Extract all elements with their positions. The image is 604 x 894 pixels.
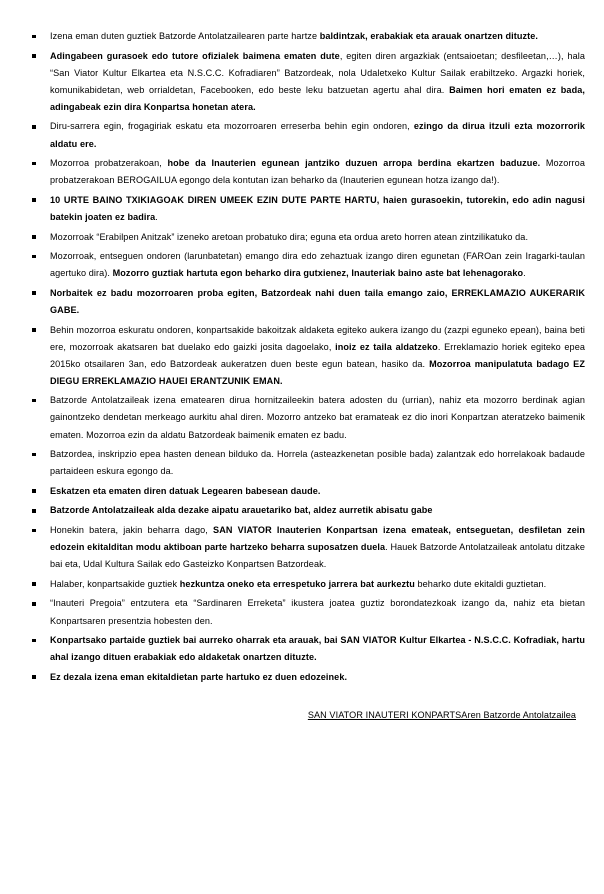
rule-item <box>19 632 585 666</box>
bullet-square-icon <box>32 255 36 259</box>
text-run-bold: Adingabeen gurasoek edo tutore ofizialek baimena ematen dute <box>50 50 340 61</box>
text-run: beharko dute ekitaldi guztietan. <box>414 578 547 589</box>
bullet-square-icon <box>32 582 36 586</box>
text-run: Batzordea, inskripzio epea hasten denean bilduko da. Horrela (asteazkenetan posible bada) zalantzak edo horrelakoak badaude partaideen eskura egongo da. <box>50 449 585 477</box>
rule-item-text <box>50 522 585 573</box>
bullet-square-icon <box>32 162 36 166</box>
text-run-bold: baldintzak, erabakiak eta arauak onartzen dituzte. <box>319 31 539 41</box>
text-run: . <box>523 268 526 279</box>
rule-item-text <box>50 285 585 319</box>
bullet-square-icon <box>32 125 36 129</box>
rule-item <box>19 595 585 629</box>
rule-item-text <box>50 669 585 686</box>
rule-item <box>19 118 585 152</box>
rule-item <box>19 446 585 480</box>
rule-item-text <box>50 595 585 629</box>
text-run-bold: ezingo da dirua itzuli ezta mozorrorik aldatu ere. <box>50 121 585 149</box>
rule-item <box>19 483 585 500</box>
rule-item-text <box>50 576 585 593</box>
rule-item-text <box>50 48 585 116</box>
bullet-square-icon <box>32 291 36 295</box>
rule-item-text <box>50 322 585 390</box>
text-run-bold: Norbaitek ez badu mozorroaren proba egiten, Batzordeak nahi duen taila emango zaio, ERREKLAMAZIO AUKERARIK GABE. <box>50 287 585 315</box>
text-run: Halaber, konpartsakide guztiek <box>50 578 180 589</box>
rule-item-text <box>50 248 585 282</box>
rule-item-text <box>50 155 585 189</box>
text-run: Honekin batera, jakin beharra dago, <box>50 525 214 536</box>
rule-item <box>19 229 585 246</box>
rules-list <box>19 28 585 686</box>
text-run: Izena eman duten guztiek Batzorde Antolatzailearen parte hartze <box>50 31 320 41</box>
bullet-square-icon <box>32 509 36 513</box>
bullet-square-icon <box>32 489 36 493</box>
text-run-bold: 10 URTE BAINO TXIKIAGOAK DIREN UMEEK EZIN DUTE PARTE HARTU, haien gurasoekin, tutorekin, edo adin nagusi batekin joaten ez badira <box>50 194 585 222</box>
text-run: “Inauteri Pregoia” entzutera eta “Sardinaren Erreketa” ikustera joatea guztiz borondatezkoak izango da, nahiz eta bietan Konpartsaren presentzia hobesten den. <box>50 598 585 626</box>
signature-block <box>19 708 585 723</box>
rule-item <box>19 192 585 226</box>
text-run: . Erreklamazio horiek egiteko epea 2015ko otsailaren 3an, edo Batzordeak aukeratzen duen beste egun batean, hasiko da. <box>50 341 586 369</box>
rule-item <box>19 392 585 443</box>
rule-item <box>19 669 585 686</box>
rule-item <box>19 322 585 390</box>
text-run: Mozorroak “Erabilpen Anitzak” izeneko aretoan probatuko dira; eguna eta ordua areto horren atean zintzilikatuko da. <box>50 231 529 242</box>
text-run-bold: Ez dezala izena eman ekitaldietan parte hartuko ez duen edozeinek. <box>50 671 348 682</box>
text-run-bold: Mozorro guztiak hartuta egon beharko dira gutxienez, Inauteriak baino aste bat lehenagorako <box>112 268 524 279</box>
rule-item <box>19 155 585 189</box>
bullet-square-icon <box>32 328 36 332</box>
text-run-bold: SAN VIATOR Inauterien Konpartsan izena emateak, entseguetan, desfiletan zein edozein ekitalditan modu aktiboan parte hartzeko beharra suposatzen duela <box>50 525 585 553</box>
rule-item-text <box>50 446 585 480</box>
text-run: Mozorroa probatzerakoan BEROGAILUA egongo dela kontutan izan beharko da (Inauterien egunean hotza izango da!). <box>50 158 585 186</box>
text-run: Mozorroak, entseguen ondoren (larunbatetan) emango dira edo zehaztuak izango diren egunetan (FAROan zein Iragarki-taulan agertuko dira). <box>50 251 585 279</box>
text-run: . Hauek Batzorde Antolatzaileak antolatu ditzake bai eta, Udal Kultura Sailak edo Gasteizko Konpartsen Batzordeak. <box>50 542 585 570</box>
rule-item <box>19 28 585 45</box>
rule-item <box>19 522 585 573</box>
rule-item-text <box>50 632 585 666</box>
text-run-bold: Baimen hori ematen ez bada, adingabeak ezin dira Konpartsa honetan atera. <box>50 84 585 112</box>
rule-item-text <box>50 392 585 443</box>
text-run-bold: Eskatzen eta ematen diren datuak Legearen babesean daude. <box>50 485 321 496</box>
signature-text: SAN VIATOR INAUTERI KONPARTSAren Batzorde Antolatzailea <box>307 709 576 720</box>
text-run-bold: Mozorroa manipulatuta badago EZ DIEGU ERREKLAMAZIO HAUEI ERANTZUNIK EMAN. <box>50 358 585 386</box>
rule-item-text <box>50 192 585 226</box>
text-run: Diru-sarrera egin, frogagiriak eskatu eta mozorroaren erreserba behin egin ondoren, <box>50 121 414 132</box>
bullet-square-icon <box>32 529 36 533</box>
text-run: Behin mozorroa eskuratu ondoren, konpartsakide bakoitzak aldaketa egiteko aukera izango du (zazpi eguneko epean), baina beti ere, mozorroak akatsaren bat duelako edo gaizki josita dagoelako, <box>50 324 585 352</box>
rule-item <box>19 285 585 319</box>
bullet-square-icon <box>32 639 36 643</box>
bullet-square-icon <box>32 198 36 202</box>
rule-item <box>19 48 585 116</box>
rule-item <box>19 576 585 593</box>
bullet-square-icon <box>32 54 36 58</box>
rule-item <box>19 248 585 282</box>
text-run: , egiten diren argazkiak (entsaioetan; desfileetan,…), hala “San Viator Kultur Elkartea eta N.S.C.C. Kofradiaren” Batzordeak, nola Udaletxeko Kultur Sailak erabiltzeko. Argazki horiek, komunikabidetan, web orrialdetan, Facebooken, edo beste leku batzuetan agertu ahal dira. <box>50 50 585 95</box>
rule-item <box>19 502 585 519</box>
rule-item-text <box>50 229 585 246</box>
rule-item-text <box>50 118 585 152</box>
rule-item-text <box>50 483 585 500</box>
rule-item-text <box>50 502 585 519</box>
bullet-square-icon <box>32 235 36 239</box>
bullet-square-icon <box>32 453 36 457</box>
text-run-bold: hobe da Inauterien egunean jantziko duzuen arropa berdina ekartzen baduzue. <box>167 158 541 169</box>
bullet-square-icon <box>32 399 36 403</box>
text-run: Batzorde Antolatzaileak izena ematearen dirua hornitzaileekin batera adosten du (urrian), nahiz eta mozorro berdinak agian gainontzeko dendetan merkeago aurkitu ahal diren. Mozorro antzeko bat eramateak ez dio inori Konpartzan ateratzeko baimenik ematen. Mozorroa ezin da aldatu Batzordeak baimenik ematen ez badu. <box>50 395 585 440</box>
bullet-square-icon <box>32 602 36 606</box>
text-run: . <box>155 211 158 222</box>
text-run-bold: Batzorde Antolatzaileak alda dezake aipatu arauetariko bat, aldez aurretik abisatu gabe <box>50 505 433 516</box>
rule-item-text <box>50 28 585 45</box>
text-run: Mozorroa probatzerakoan, <box>50 158 168 169</box>
text-run-bold: hezkuntza oneko eta errespetuko jarrera bat aurkeztu <box>179 578 415 589</box>
text-run-bold: inoiz ez taila aldatzeko <box>335 341 438 352</box>
bullet-square-icon <box>32 675 36 679</box>
bullet-square-icon <box>32 35 36 39</box>
text-run-bold: Konpartsako partaide guztiek bai aurreko oharrak eta arauak, bai SAN VIATOR Kultur Elkartea - N.S.C.C. Kofradiak, hartu ahal izango dituen erabakiak edo aldaketak onartzen dituzte. <box>50 635 585 663</box>
